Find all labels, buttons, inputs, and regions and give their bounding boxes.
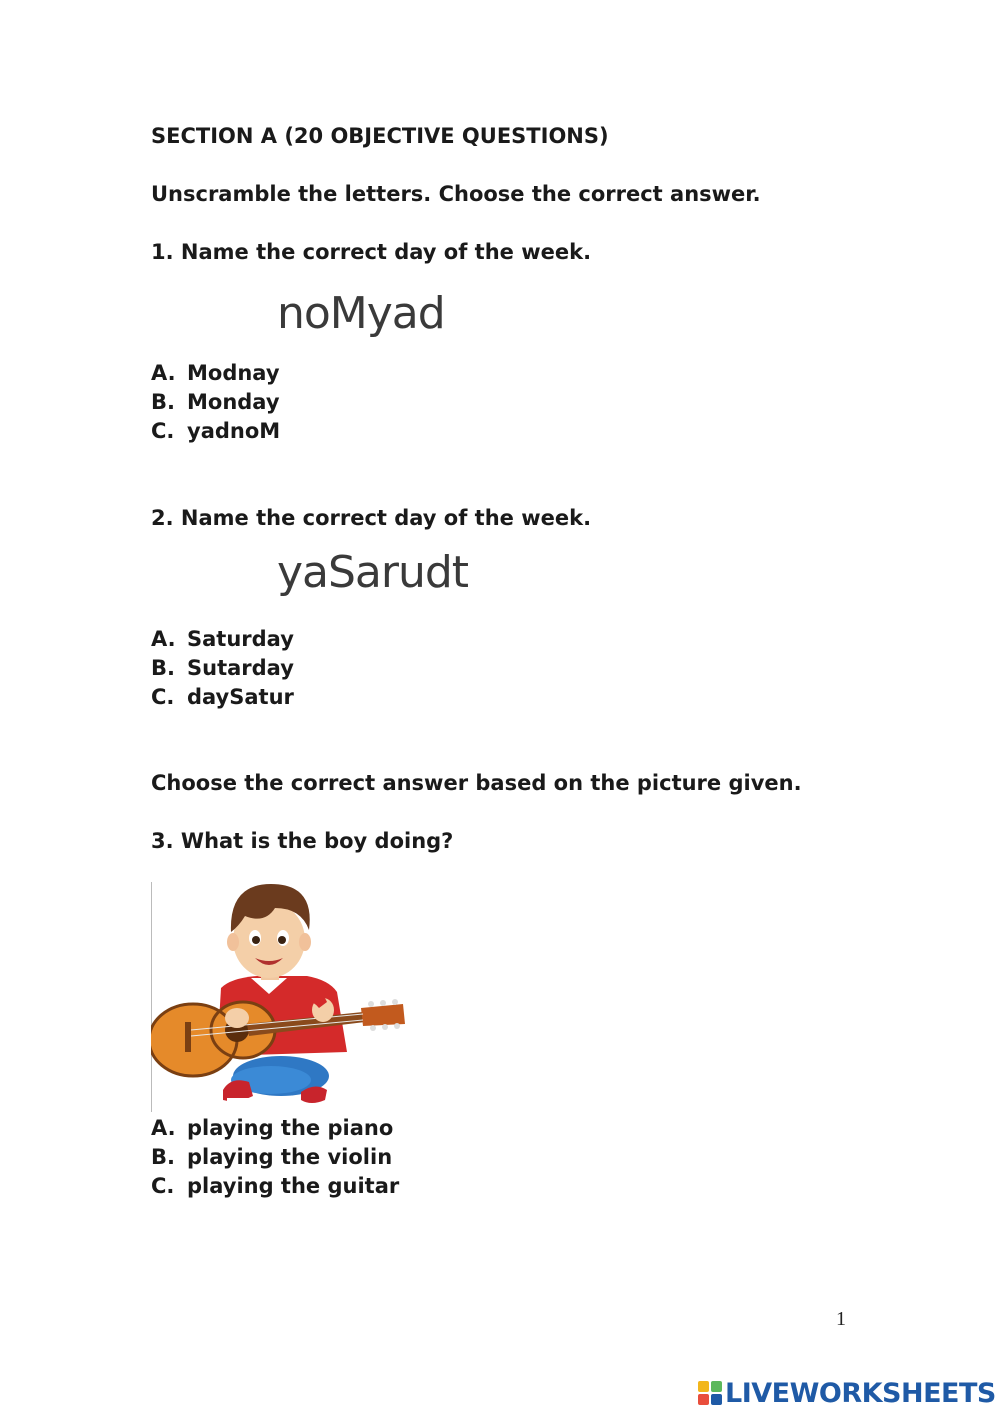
scrambled-word-1: noMyad — [277, 288, 445, 339]
boy-playing-guitar-image — [151, 880, 411, 1115]
question-1: 1. Name the correct day of the week. — [151, 240, 592, 264]
q2-option-a[interactable]: A. Saturday — [151, 627, 294, 651]
liveworksheets-logo-text: LIVEWORKSHEETS — [725, 1377, 996, 1409]
instruction-picture: Choose the correct answer based on the picture given. — [151, 771, 802, 795]
q2-option-b[interactable]: B. Sutarday — [151, 656, 294, 680]
instruction-unscramble: Unscramble the letters. Choose the correct answer. — [151, 182, 761, 206]
q2-option-c[interactable]: C. daySatur — [151, 685, 294, 709]
question-2: 2. Name the correct day of the week. — [151, 506, 592, 530]
q1-option-b[interactable]: B. Monday — [151, 390, 280, 414]
section-title: SECTION A (20 OBJECTIVE QUESTIONS) — [151, 124, 609, 148]
scrambled-word-2: yaSarudt — [277, 547, 469, 598]
question-3: 3. What is the boy doing? — [151, 829, 454, 853]
q3-option-a[interactable]: A. playing the piano — [151, 1116, 394, 1140]
q3-option-b[interactable]: B. playing the violin — [151, 1145, 393, 1169]
liveworksheets-logo-icon — [698, 1381, 722, 1405]
q1-option-a[interactable]: A. Modnay — [151, 361, 280, 385]
page-number: 1 — [836, 1308, 846, 1330]
liveworksheets-logo[interactable] — [698, 1378, 996, 1408]
q1-option-c[interactable]: C. yadnoM — [151, 419, 281, 443]
q3-option-c[interactable]: C. playing the guitar — [151, 1174, 400, 1198]
